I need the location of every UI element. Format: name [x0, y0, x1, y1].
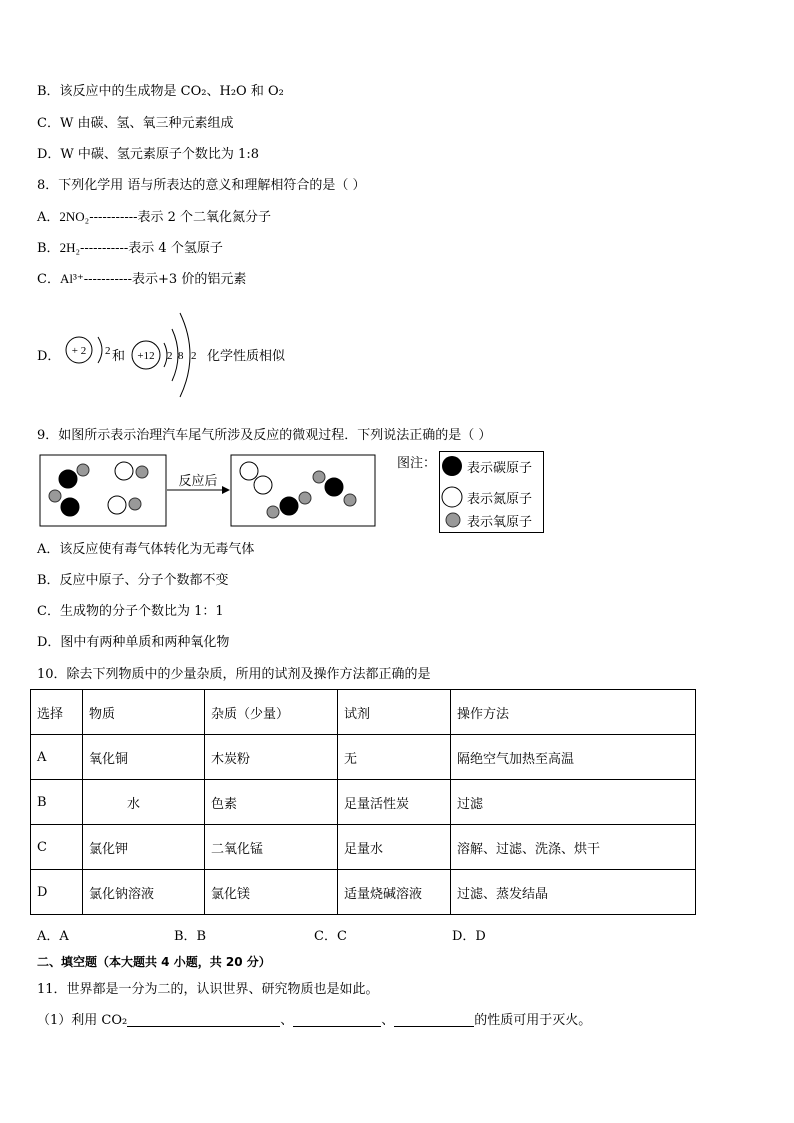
q10-answer-c: C．C	[314, 929, 347, 944]
q7-option-b: B．该反应中的生成物是 CO₂、H₂O 和 O₂	[37, 84, 284, 99]
q9-option-b: B．反应中原子、分子个数都不变	[37, 573, 229, 588]
q8-option-a-formula: 2NO₂	[59, 209, 90, 224]
q9-option-d: D．图中有两种单质和两种氧化物	[37, 635, 230, 650]
atom2-shell-2-electrons: 8	[178, 350, 184, 362]
legend-carbon-label: 表示碳原子	[467, 461, 533, 476]
q10-answer-d: D．D	[452, 929, 486, 944]
oxygen-atom	[344, 494, 356, 506]
q8-option-d-text: 化学性质相似	[207, 349, 286, 364]
table-cell: 溶解、过滤、洗涤、烘干	[451, 825, 696, 870]
q11-blank-3[interactable]	[394, 1012, 474, 1027]
q8-option-d-and: 和	[112, 349, 126, 364]
table-header-cell: 物质	[83, 690, 205, 735]
q8-option-b-label: B．	[37, 241, 60, 256]
reaction-diagram	[39, 452, 379, 528]
q8-stem: 8．下列化学用 语与所表达的意义和理解相符合的是（ ）	[37, 178, 366, 193]
table-cell: 氯化钠溶液	[83, 870, 205, 915]
table-header-cell: 杂质（少量）	[205, 690, 338, 735]
oxygen-atom	[299, 492, 311, 504]
q8-option-b-text: -----------表示 4 个氢原子	[79, 241, 223, 256]
reaction-arrow-label: 反应后	[178, 474, 218, 489]
legend-oxygen-label: 表示氧原子	[467, 515, 533, 530]
atom1-shell-electrons: 2	[105, 345, 111, 357]
table-cell: 色素	[205, 780, 338, 825]
q7-option-d: D．W 中碳、氢元素原子个数比为 1:8	[37, 147, 259, 162]
carbon-atom	[59, 470, 77, 488]
q8-option-c	[37, 270, 246, 289]
legend-title: 图注：	[397, 456, 437, 471]
nitrogen-atom	[108, 496, 126, 514]
table-cell: 木炭粉	[205, 735, 338, 780]
q8-option-b	[37, 239, 223, 258]
oxygen-atom	[77, 464, 89, 476]
carbon-atom	[325, 478, 343, 496]
legend-nitrogen-swatch	[442, 487, 462, 507]
oxygen-atom	[129, 498, 141, 510]
oxygen-atom	[136, 466, 148, 478]
table-cell: C	[31, 825, 83, 870]
table-cell: 氯化镁	[205, 870, 338, 915]
q11-sub1	[37, 1012, 591, 1030]
table-cell: 氧化铜	[83, 735, 205, 780]
q8-option-a	[37, 208, 271, 227]
atom-structure-diagrams	[60, 305, 220, 400]
q10-options-table	[30, 689, 696, 915]
table-row	[31, 780, 696, 825]
table-row	[31, 735, 696, 780]
legend-box	[439, 451, 544, 533]
q8-option-c-text: -----------表示+3 价的铝元素	[83, 272, 247, 287]
before-reaction-box	[40, 455, 166, 526]
carbon-atom	[61, 498, 79, 516]
q9-stem: 9．如图所示表示治理汽车尾气所涉及反应的微观过程．下列说法正确的是（ ）	[37, 428, 492, 443]
table-cell: 二氧化锰	[205, 825, 338, 870]
q11-separator-2: 、	[381, 1013, 395, 1028]
q11-blank-2[interactable]	[293, 1012, 381, 1027]
table-cell: D	[31, 870, 83, 915]
atom2-nucleus-charge: +12	[137, 350, 155, 362]
table-header-cell: 操作方法	[451, 690, 696, 735]
carbon-atom	[280, 497, 298, 515]
legend-oxygen-swatch	[446, 513, 460, 527]
oxygen-atom	[267, 506, 279, 518]
table-cell: 过滤	[451, 780, 696, 825]
q11-stem: 11．世界都是一分为二的，认识世界、研究物质也是如此。	[37, 982, 379, 997]
table-cell: 隔绝空气加热至高温	[451, 735, 696, 780]
q11-sub1-suffix: 的性质可用于灭火。	[474, 1013, 592, 1028]
atom1-shell-arc	[98, 337, 102, 363]
q7-option-c: C．W 由碳、氢、氧三种元素组成	[37, 116, 234, 131]
table-header-cell: 试剂	[338, 690, 451, 735]
table-row	[31, 825, 696, 870]
table-cell: 水	[83, 780, 205, 825]
q8-option-b-formula: 2H₂	[59, 240, 80, 255]
reaction-arrow-head	[222, 486, 230, 494]
q9-option-c: C．生成物的分子个数比为 1：1	[37, 604, 224, 619]
section-title: 二、填空题（本大题共 4 小题，共 20 分）	[37, 955, 271, 969]
q11-separator-1: 、	[280, 1013, 294, 1028]
nitrogen-atom	[240, 462, 258, 480]
q10-answer-b: B．B	[174, 929, 207, 944]
table-cell: 适量烧碱溶液	[338, 870, 451, 915]
table-cell: B	[31, 780, 83, 825]
q11-sub1-prefix: （1）利用 CO₂	[37, 1013, 128, 1028]
q11-blank-1[interactable]	[127, 1012, 280, 1027]
nitrogen-atom	[254, 476, 272, 494]
q8-option-d-label: D．	[37, 349, 61, 364]
oxygen-atom	[313, 471, 325, 483]
nitrogen-atom	[115, 462, 133, 480]
table-cell: 足量水	[338, 825, 451, 870]
table-row	[31, 870, 696, 915]
q10-answer-a: A．A	[37, 929, 69, 944]
table-header-row	[31, 690, 696, 735]
q8-option-a-text: -----------表示 2 个二氧化氮分子	[89, 210, 272, 225]
atom2-shell-1-electrons: 2	[167, 350, 173, 362]
table-cell: A	[31, 735, 83, 780]
q10-stem: 10．除去下列物质中的少量杂质，所用的试剂及操作方法都正确的是	[37, 667, 431, 682]
q9-option-a: A．该反应使有毒气体转化为无毒气体	[37, 542, 255, 557]
q8-option-c-label: C．	[37, 272, 60, 287]
q8-option-c-formula: Al³⁺	[59, 271, 84, 286]
atom1-nucleus-charge: + 2	[71, 345, 87, 357]
legend-nitrogen-label: 表示氮原子	[467, 492, 533, 507]
table-cell: 无	[338, 735, 451, 780]
table-cell: 氯化钾	[83, 825, 205, 870]
oxygen-atom	[49, 490, 61, 502]
q8-option-a-label: A．	[37, 210, 60, 225]
table-cell: 过滤、蒸发结晶	[451, 870, 696, 915]
table-header-cell: 选择	[31, 690, 83, 735]
table-cell: 足量活性炭	[338, 780, 451, 825]
atom2-shell-3-electrons: 2	[191, 350, 197, 362]
legend-carbon-swatch	[442, 456, 462, 476]
